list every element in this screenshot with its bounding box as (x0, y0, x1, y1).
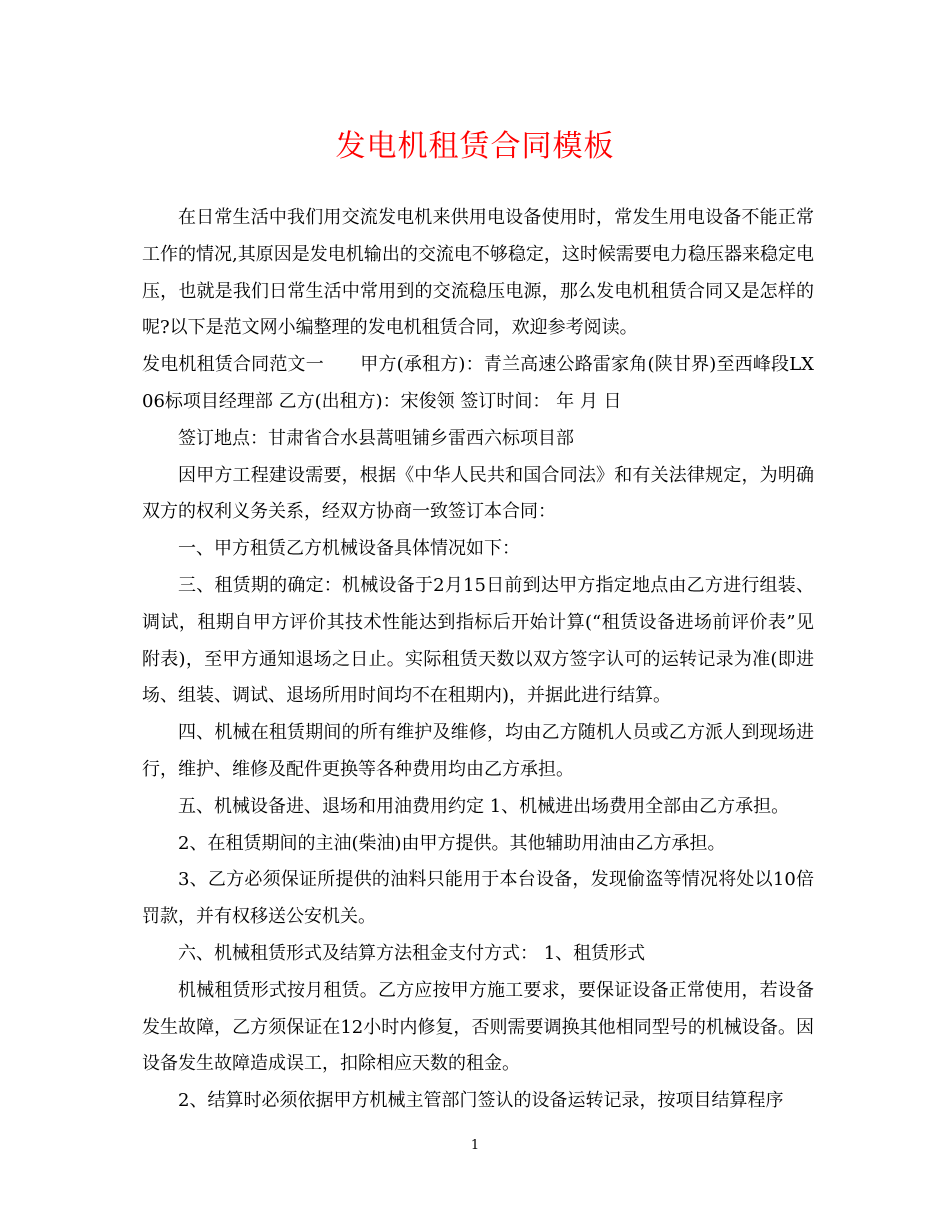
document-body (142, 200, 814, 1120)
paragraph-signing-location: 签订地点：甘肃省合水县蒿咀铺乡雷西六标项目部 (178, 427, 574, 449)
paragraph-parties: 发电机租赁合同范文一 甲方(承租方)：青兰高速公路雷家角(陕甘界)至西峰段LX06标项目经理部 乙方(出租方)：宋俊领 签订时间： 年 月 日 (142, 354, 814, 412)
paragraph-clause-6-2: 2、结算时必须依据甲方机械主管部门签认的设备运转记录，按项目结算程序 (178, 1090, 784, 1112)
paragraph-clause-5: 五、机械设备进、退场和用油费用约定 1、机械进出场费用全部由乙方承担。 (178, 795, 790, 817)
paragraph-clause-5-3: 3、乙方必须保证所提供的油料只能用于本台设备，发现偷盗等情况将处以10倍罚款，并有权移送公安机关。 (142, 869, 814, 928)
paragraph-clause-6-1: 机械租赁形式按月租赁。乙方应按甲方施工要求，要保证设备正常使用，若设备发生故障，乙方须保证在12小时内修复，否则需要调换其他相同型号的机械设备。因设备发生故障造成误工，扣除相应天数的租金。 (142, 979, 814, 1075)
paragraph-clause-6: 六、机械租赁形式及结算方法租金支付方式： 1、租赁形式 (178, 942, 646, 964)
paragraph-purpose: 因甲方工程建设需要，根据《中华人民共和国合同法》和有关法律规定，为明确双方的权利义务关系，经双方协商一致签订本合同： (142, 464, 814, 523)
paragraph-intro: 在日常生活中我们用交流发电机来供用电设备使用时，常发生用电设备不能正常工作的情况,其原因是发电机输出的交流电不够稳定，这时候需要电力稳压器来稳定电压，也就是我们日常生活中常用到的交流稳压电源，那么发电机租赁合同又是怎样的呢?以下是范文网小编整理的发电机租赁合同，欢迎参考阅读。 (142, 207, 814, 339)
paragraph-clause-4: 四、机械在租赁期间的所有维护及维修，均由乙方随机人员或乙方派人到现场进行，维护、维修及配件更换等各种费用均由乙方承担。 (142, 722, 814, 780)
paragraph-clause-5-2: 2、在租赁期间的主油(柴油)由甲方提供。其他辅助用油由乙方承担。 (178, 832, 726, 854)
paragraph-clause-3: 三、租赁期的确定：机械设备于2月15日前到达甲方指定地点由乙方进行组装、调试，租期自甲方评价其技术性能达到指标后开始计算(“租赁设备进场前评价表”见附表)，至甲方通知退场之日止。实际租赁天数以双方签字认可的运转记录为准(即进场、组装、调试、退场所用时间均不在租期内)，并据此进行结算。 (142, 574, 814, 707)
page-number: 1 (470, 1138, 480, 1153)
document-title: 发电机租赁合同模板 (335, 129, 615, 164)
paragraph-clause-1: 一、甲方租赁乙方机械设备具体情况如下： (178, 538, 520, 560)
